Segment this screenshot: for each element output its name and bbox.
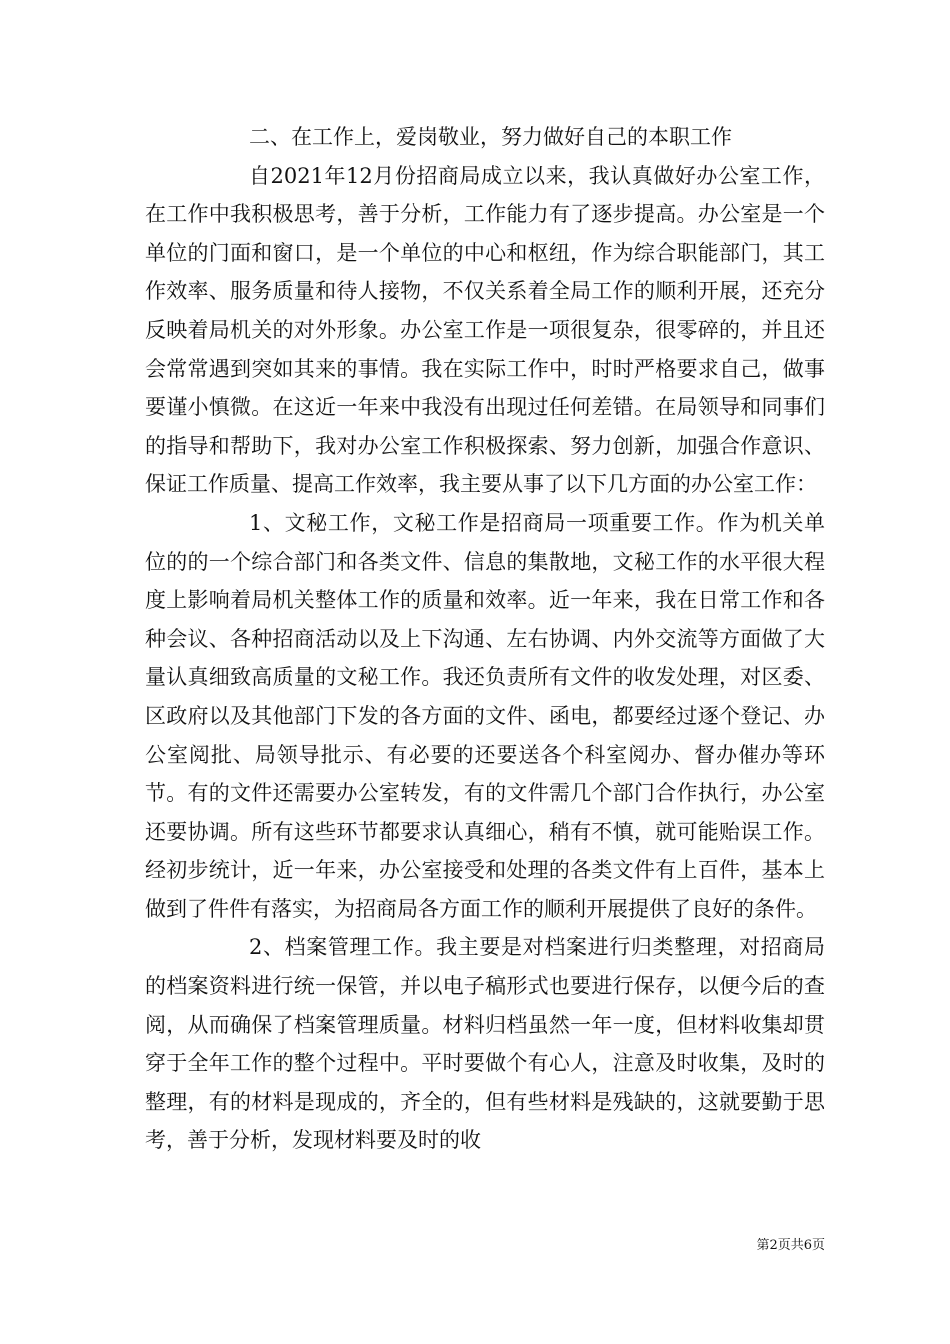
page-number-footer: 第2页共6页 xyxy=(756,1238,825,1253)
section-heading: 二、在工作上，爱岗敬业，努力做好自己的本职工作 xyxy=(249,125,732,149)
paragraph-item-2: 2、档案管理工作。我主要是对档案进行归类整理，对招商局的档案资料进行统一保管，并以电子稿形式也要进行保存，以便今后的查阅，从而确保了档案管理质量。材料归档虽然一年一度，但材料收集却贯穿于全年工作的整个过程中。平时要做个有心人，注意及时收集，及时的整理，有的材料是现成的，齐全的，但有些材料是残缺的，这就要勤于思考，善于分析，发现材料要及时的收 xyxy=(145,935,825,1153)
paragraph-item-1: 1、文秘工作，文秘工作是招商局一项重要工作。作为机关单位的的一个综合部门和各类文件、信息的集散地，文秘工作的水平很大程度上影响着局机关整体工作的质量和效率。近一年来，我在日常工作和各种会议、各种招商活动以及上下沟通、左右协调、内外交流等方面做了大量认真细致高质量的文秘工作。我还负责所有文件的收发处理，对区委、区政府以及其他部门下发的各方面的文件、函电，都要经过逐个登记、办公室阅批、局领导批示、有必要的还要送各个科室阅办、督办催办等环节。有的文件还需要办公室转发，有的文件需几个部门合作执行，办公室还要协调。所有这些环节都要求认真细心，稍有不慎，就可能贻误工作。经初步统计，近一年来，办公室接受和处理的各类文件有上百件，基本上做到了件件有落实，为招商局各方面工作的顺利开展提供了良好的条件。 xyxy=(145,510,825,921)
paragraph-intro: 自2021年12月份招商局成立以来，我认真做好办公室工作，在工作中我积极思考，善于分析，工作能力有了逐步提高。办公室是一个单位的门面和窗口，是一个单位的中心和枢纽，作为综合职能部门，其工作效率、服务质量和待人接物，不仅关系着全局工作的顺利开展，还充分反映着局机关的对外形象。办公室工作是一项很复杂，很零碎的，并且还会常常遇到突如其来的事情。我在实际工作中，时时严格要求自己，做事要谨小慎微。在这近一年来中我没有出现过任何差错。在局领导和同事们的指导和帮助下，我对办公室工作积极探索、努力创新，加强合作意识、保证工作质量、提高工作效率，我主要从事了以下几方面的办公室工作： xyxy=(145,163,825,497)
document-body xyxy=(145,118,825,1160)
